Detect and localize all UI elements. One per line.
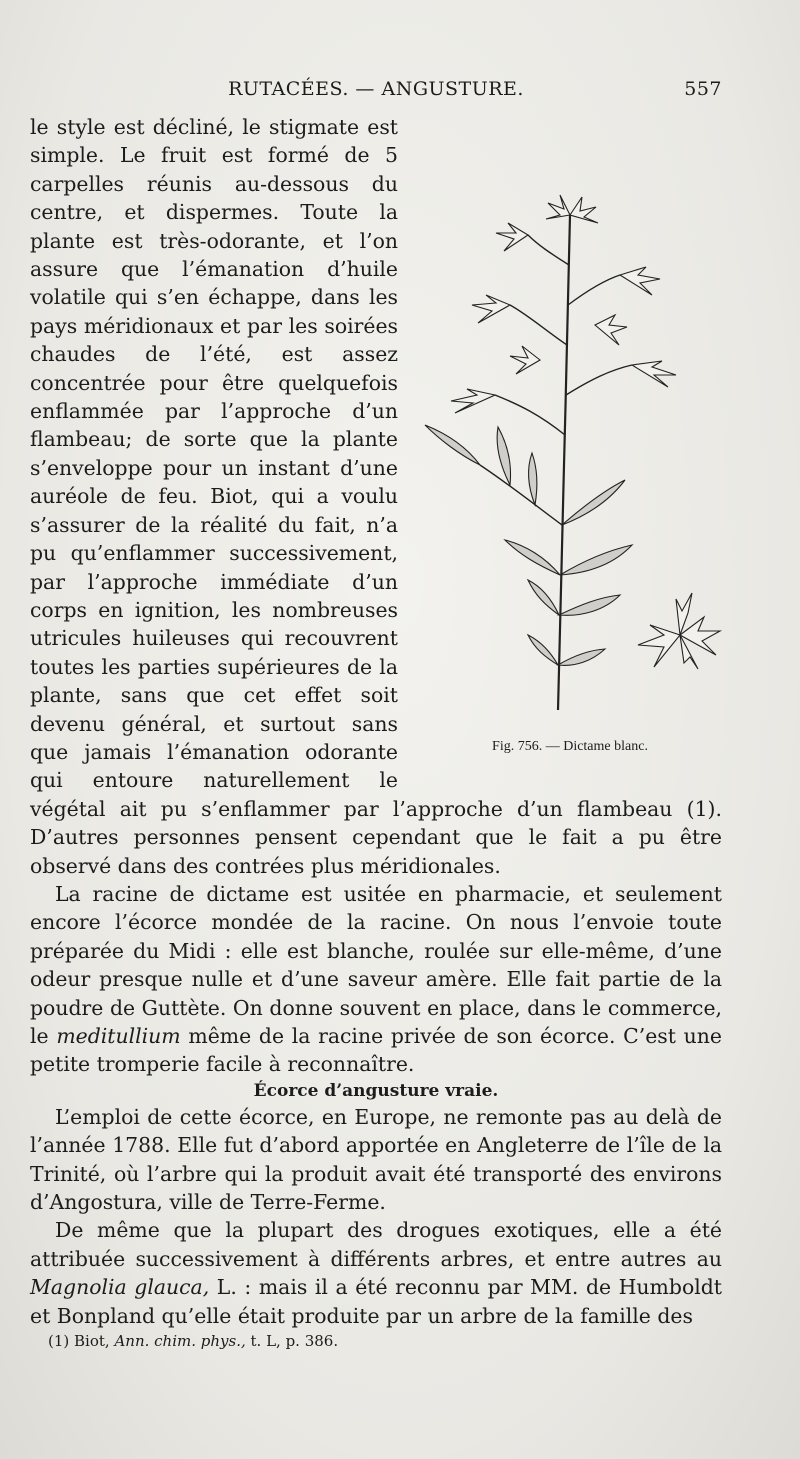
paragraph-2-text-b: même de la racine privée de son écorce. C’est une petite tromperie facile à reconnaître. <box>30 1024 723 1077</box>
paragraph-1: le style est décliné, le stigmate est simple. Le fruit est formé de 5 carpelles réunis au-dessous du centre, et dispermes. Toute la plante est très-odorante, et l’on assure que l’émanation d’huile volatile qui s’en échappe, dans les pays méridionaux et par les soirées chaudes de l’été, est assez concentrée pour être quelquefois enflammée par l’approche d’un flambeau; de sorte que la plante s’enveloppe pour un instant d’une auréole de feu. Biot, qui a voulu s’assurer de la réalité du fait, n’a pu qu’enflammer successivement, par l’approche immédiate d’un corps en ignition, les nombreuses utricules huileuses qui recouvrent toutes les parties supérieures de la plante, sans que cet effet soit devenu général, et surtout sans que jamais l’émanation odorante qui entoure naturellement le végétal ait pu s’enflammer par l’approche d’un flambeau (1). D’autres personnes pensent cependant que le fait a pu être observé dans des contrées plus méridionales. <box>30 115 722 878</box>
section-title: Écorce d’angusture vraie. <box>253 1080 499 1101</box>
running-header <box>30 78 722 108</box>
paragraph-2-text-a: La racine de dictame est usitée en pharmacie, et seulement encore l’écorce mondée de la racine. On nous l’envoie toute préparée du Midi : elle est blanche, roulée sur elle-même, d’une odeur presque nulle et d’une saveur amère. Elle fait partie de la poudre de Guttète. On donne souvent en place, dans le commerce, le <box>30 881 722 1048</box>
footnote-marker: (1) Biot, <box>48 1332 110 1350</box>
paragraph-4-text-b: L. : mais il a été reconnu par MM. de Humboldt et Bonpland qu’elle était produite par un arbre de la famille des <box>30 1275 722 1328</box>
figure-caption: Fig. 756. — Dictame blanc. <box>492 739 648 754</box>
paragraph-2-italic: meditullium <box>56 1024 181 1048</box>
paragraph-4-italic: Magnolia glauca, <box>30 1275 210 1300</box>
footnote-rest: t. L, p. 386. <box>250 1332 339 1350</box>
paragraph-2 <box>30 880 722 1079</box>
dictame-plant-illustration <box>410 165 730 725</box>
footnote <box>48 1332 728 1350</box>
footnote-source: Ann. chim. phys., <box>114 1332 246 1350</box>
running-title: RUTACÉES. — ANGUSTURE. <box>228 78 524 100</box>
paragraph-4 <box>30 1216 722 1330</box>
figure <box>410 165 730 769</box>
page-number: 557 <box>684 78 722 100</box>
body-text <box>30 113 722 1330</box>
paragraph-4-text-a: De même que la plupart des drogues exotiques, elle a été attribuée successivement à différents arbres, et entre autres au <box>30 1218 722 1271</box>
paragraph-3: L’emploi de cette écorce, en Europe, ne remonte pas au delà de l’année 1788. Elle fut d’abord apportée en Angleterre de l’île de la Trinité, où l’arbre qui la produit avait été transporté des environs d’Angostura, ville de Terre-Ferme. <box>30 1104 722 1215</box>
